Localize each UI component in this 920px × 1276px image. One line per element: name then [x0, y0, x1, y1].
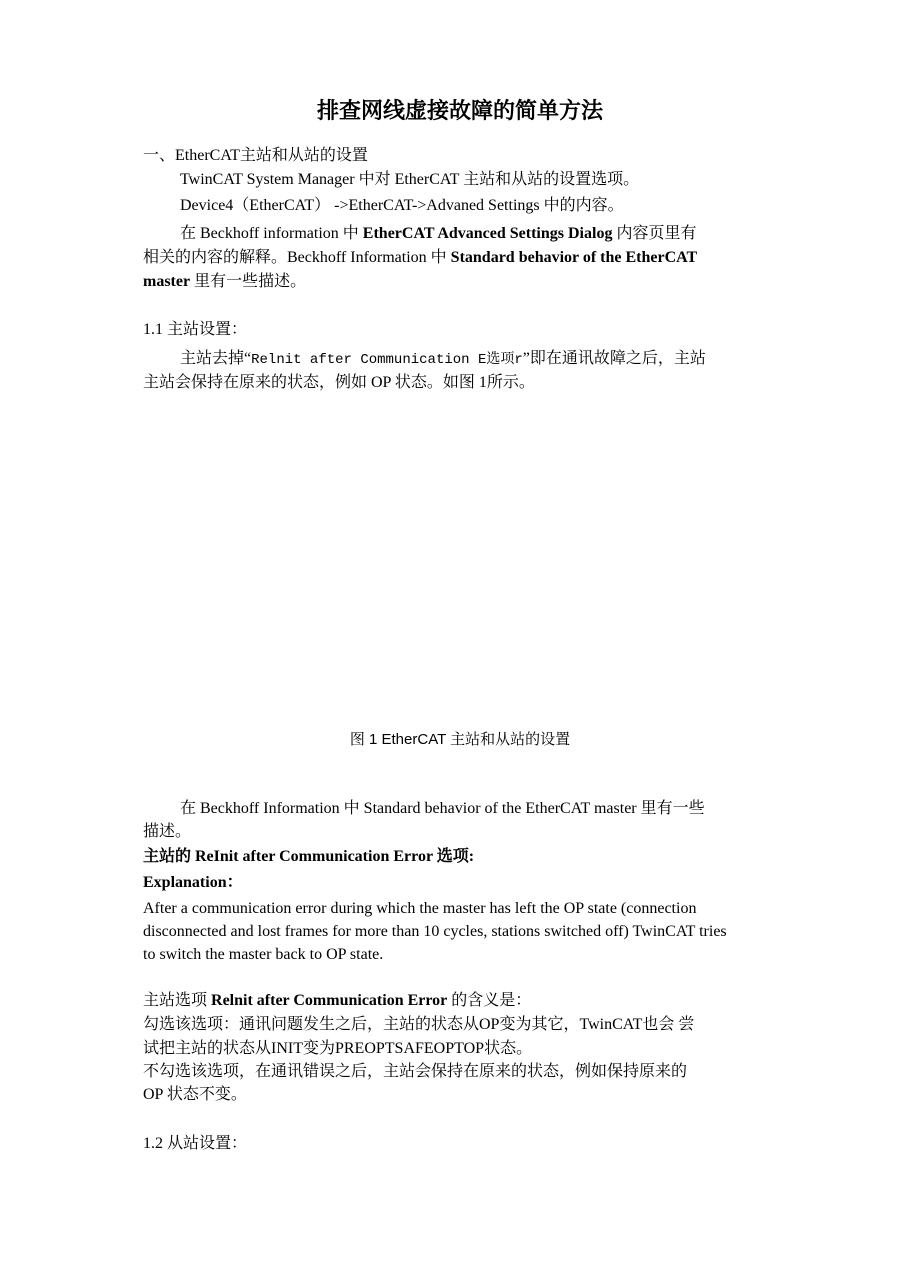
text-span: 主站去掉“ — [180, 350, 252, 367]
bold-term: master — [143, 273, 191, 290]
section-heading: 一、EtherCAT主站和从站的设置 — [143, 147, 368, 164]
text-line: 不勾选该选项，在通讯错误之后，主站会保持在原来的状态，例如保持原来的 — [143, 1063, 688, 1080]
paragraph-line — [143, 347, 812, 372]
text-line: After a communication error during which the master has left the OP state (connection — [143, 900, 697, 917]
paragraph-line — [143, 246, 775, 269]
subsection-heading: 1.2 从站设置： — [143, 1135, 248, 1152]
paragraph-line — [143, 222, 812, 245]
text-line: 勾选该选项：通讯问题发生之后，主站的状态从OP变为其它，TwinCAT也会 尝 — [143, 1016, 695, 1033]
code-span: Relnit after Communication E选项r — [251, 352, 523, 368]
text-span: 在 Beckhoff information 中 — [180, 225, 363, 242]
text-line: disconnected and lost frames for more than 10 cycles, stations switched off) TwinCAT tries — [143, 923, 727, 940]
paragraph-line — [143, 989, 775, 1012]
text-span: 的含义是： — [447, 992, 532, 1009]
text-line: Device4（EtherCAT） ->EtherCAT->Advaned Settings 中的内容。 — [180, 197, 624, 214]
page-title: 排查网线虚接故障的简单方法 — [316, 98, 603, 123]
bold-term: EtherCAT Advanced Settings Dialog — [362, 225, 613, 242]
text-line: to switch the master back to OP state. — [143, 946, 384, 963]
figure-image-placeholder — [143, 400, 775, 720]
text-line: OP 状态不变。 — [143, 1086, 247, 1103]
figure-caption: 图 1 EtherCAT 主站和从站的设置 — [349, 731, 571, 748]
bold-term: Standard behavior of the EtherCAT — [450, 249, 698, 266]
subsection-heading: 1.1 主站设置： — [143, 321, 248, 338]
bold-term: Relnit after Communication Error — [211, 992, 448, 1009]
text-line: 主站会保持在原来的状态，例如 OP 状态。如图 1所示。 — [143, 374, 535, 391]
text-line: 在 Beckhoff Information 中 Standard behavior of the EtherCAT master 里有一些 — [180, 800, 705, 817]
text-span: ”即在通讯故障之后，主站 — [522, 350, 706, 367]
bold-heading: 主站的 ReInit after Communication Error 选项: — [143, 848, 475, 865]
text-span: 主站选项 — [143, 992, 212, 1009]
text-line: 描述。 — [143, 823, 192, 840]
text-span: 里有一些描述。 — [190, 273, 307, 290]
text-line: TwinCAT System Manager 中对 EtherCAT 主站和从站的设置选项。 — [180, 171, 640, 188]
bold-heading: Explanation： — [143, 874, 243, 891]
text-span: 内容页里有 — [612, 225, 697, 242]
text-span: 相关的内容的解释。Beckhoff Information 中 — [143, 249, 451, 266]
text-line: 试把主站的状态从INIT变为PREOPTSAFEOPTOP状态。 — [143, 1040, 533, 1057]
paragraph-line — [143, 270, 775, 293]
